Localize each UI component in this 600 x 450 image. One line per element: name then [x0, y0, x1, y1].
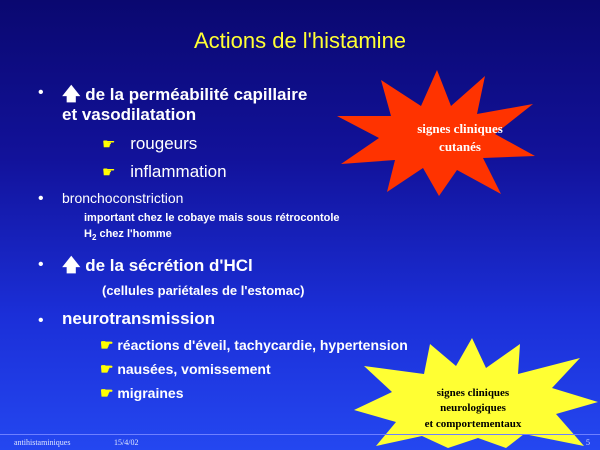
sub-item-nausees [100, 360, 271, 378]
yellow-star-line3: et comportementaux [424, 417, 522, 430]
footer [0, 436, 600, 450]
sub-item-rougeurs [102, 134, 197, 154]
pointing-hand-icon: ☛ [100, 361, 114, 378]
footer-page-number: 5 [586, 438, 590, 447]
bullet-marker: • [38, 84, 44, 101]
pointing-hand-icon: ☛ [100, 385, 114, 402]
yellow-star-label [398, 386, 548, 432]
h2-rest: chez l'homme [96, 228, 172, 240]
bronchoconstriction-text: bronchoconstriction [62, 190, 184, 206]
hcl-text: de la sécrétion d'HCl [85, 256, 253, 275]
bullet-marker: • [38, 256, 44, 273]
nausees-text: nausées, vomissement [117, 361, 271, 377]
h2-h: H [84, 228, 92, 240]
bullet-marker: • [38, 312, 44, 329]
up-arrow-icon: 🡅 [62, 84, 81, 104]
cobaye-note: important chez le cobaye mais sous rétrocontole [84, 212, 340, 224]
eveil-text: réactions d'éveil, tachycardie, hypertension [117, 337, 408, 353]
red-star-label [395, 120, 525, 156]
sub-item-migraines [100, 384, 183, 402]
red-star-line2: cutanés [439, 139, 481, 155]
rougeurs-text: rougeurs [130, 134, 198, 153]
permeabilite-text: de la perméabilité capillaire [85, 85, 308, 104]
h2-note [84, 228, 172, 242]
footer-title: antihistaminiques [14, 438, 71, 447]
h2-subscript: 2 [91, 233, 97, 243]
yellow-star-line2: neurologiques [440, 402, 506, 415]
inflammation-text: inflammation [130, 162, 227, 181]
bullet-marker: • [38, 190, 44, 207]
pointing-hand-icon: ☛ [100, 337, 114, 354]
neurotransmission-text: neurotransmission [62, 309, 216, 328]
sub-item-inflammation [102, 162, 227, 182]
yellow-star-line1: signes cliniques [436, 387, 510, 399]
footer-date: 15/4/02 [114, 438, 139, 447]
bullet-hcl [62, 253, 253, 283]
migraines-text: migraines [117, 385, 184, 401]
footer-divider [0, 434, 600, 435]
pointing-hand-icon: ☛ [102, 136, 116, 153]
slide-title: Actions de l'histamine [193, 28, 407, 53]
cellules-note: (cellules pariétales de l'estomac) [102, 283, 305, 298]
vasodilatation-text: et vasodilatation [62, 105, 197, 124]
up-arrow-icon: 🡅 [62, 255, 81, 275]
pointing-hand-icon: ☛ [102, 164, 116, 181]
sub-item-eveil [100, 336, 408, 354]
red-star-line1: signes cliniques [417, 121, 503, 136]
